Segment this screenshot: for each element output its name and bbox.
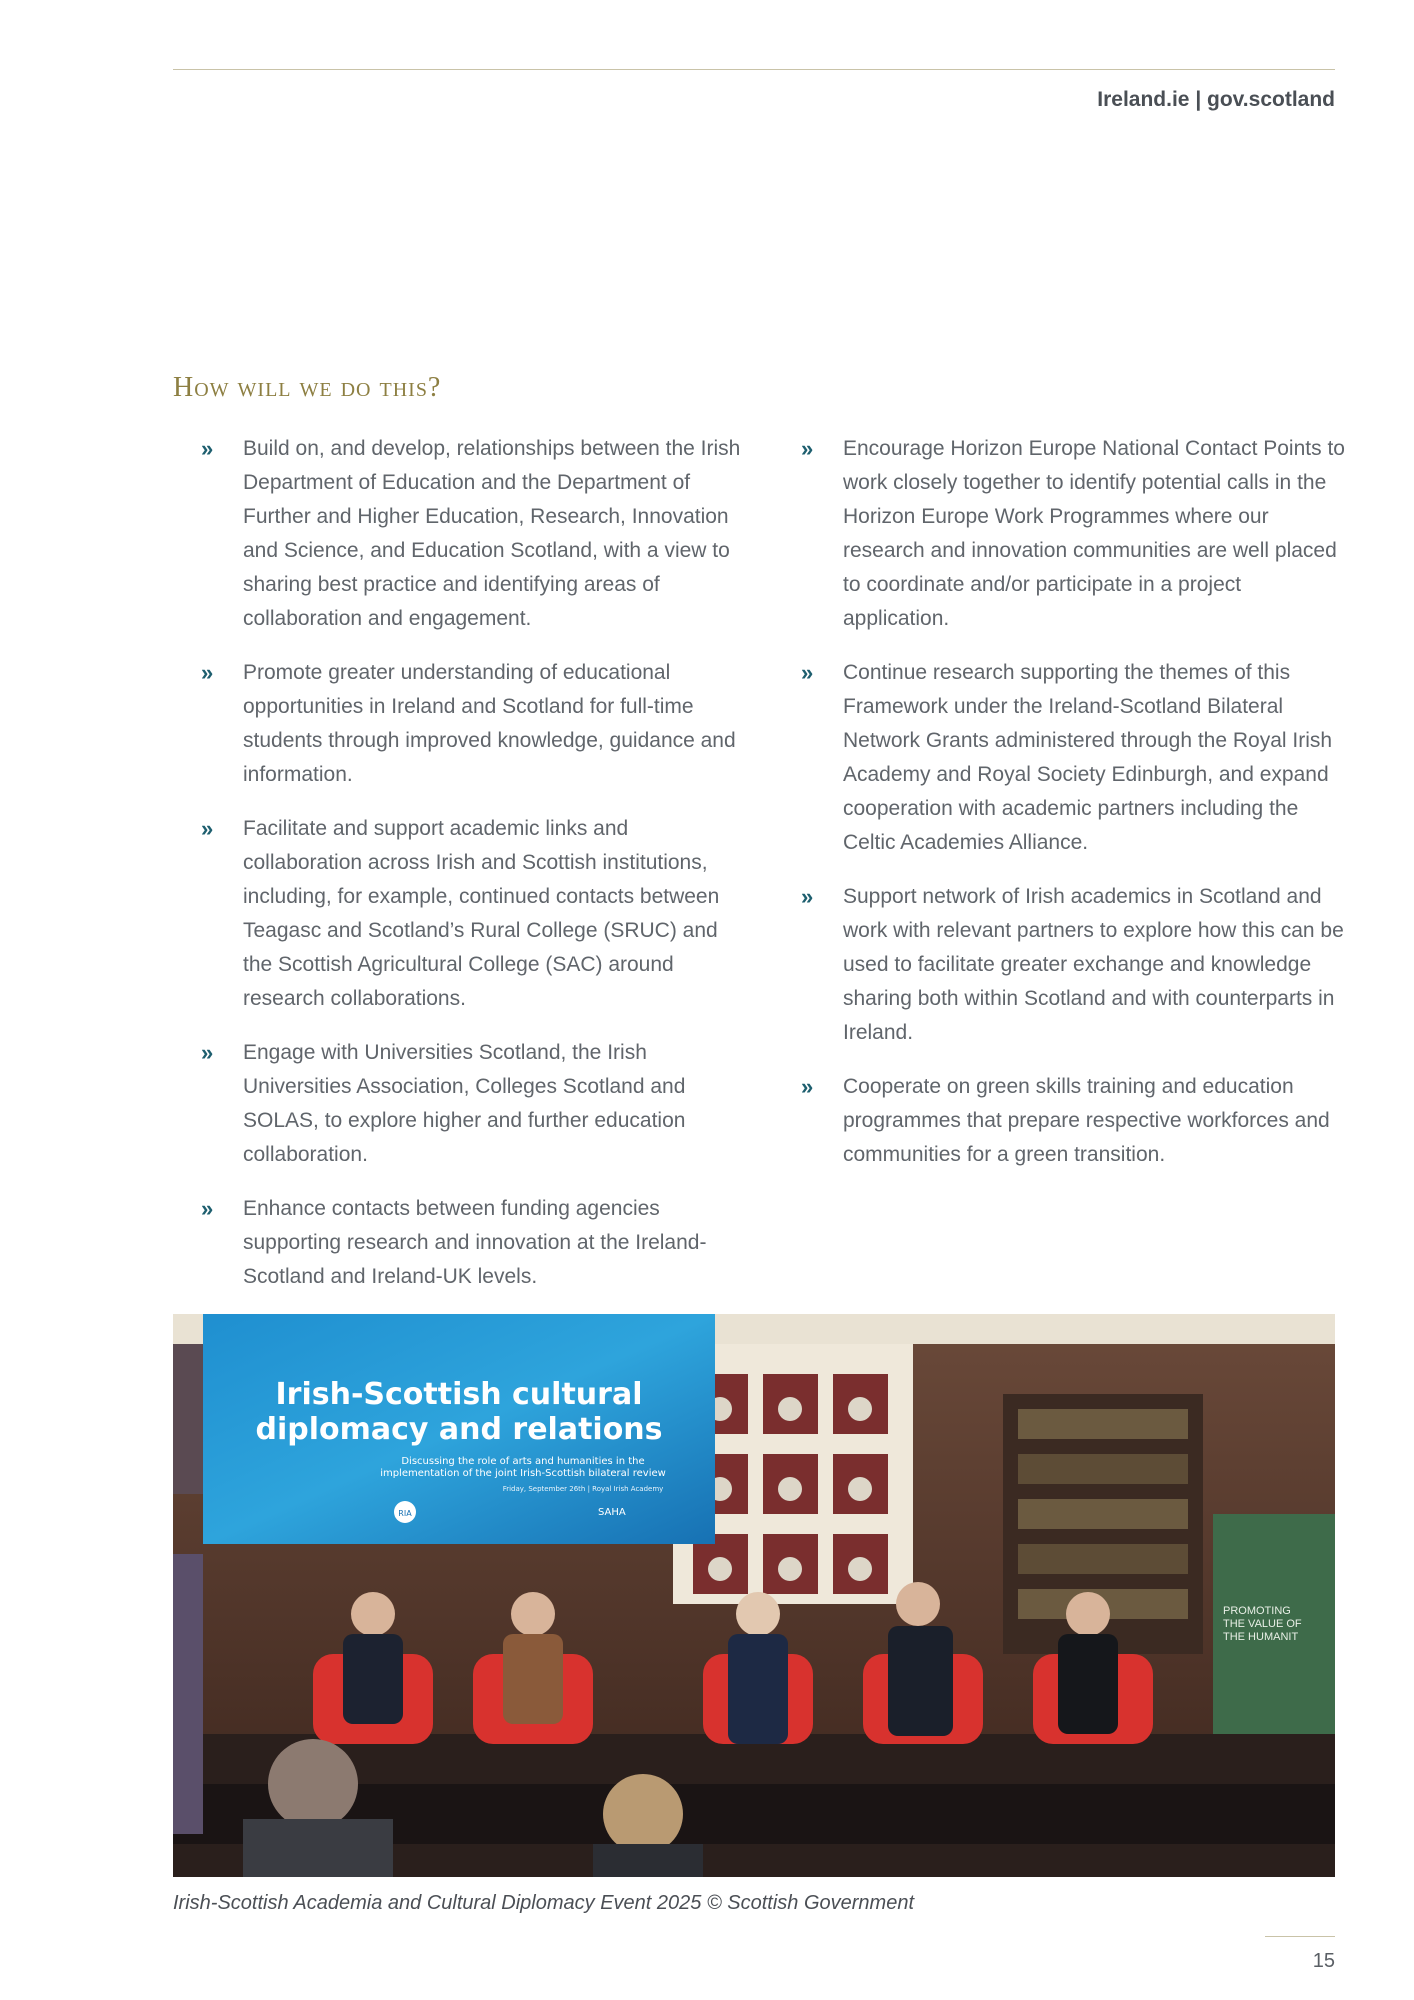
list-item [773,432,1345,636]
list-item-text: Encourage Horizon Europe National Contact Points to work closely together to identify potential calls in the Horizon Europe Work Programmes where our research and innovation communities are well placed to coordinate and/or participate in a project application. [843,437,1345,630]
list-item [773,880,1345,1050]
chevron-right-icon: » [801,436,814,461]
chevron-right-icon: » [201,1040,214,1065]
event-photo-illustration [173,1314,1335,1877]
banner-text: THE HUMANIT [1223,1631,1299,1643]
list-item [173,432,743,636]
banner-text: THE VALUE OF [1223,1618,1302,1630]
list-item-text: Support network of Irish academics in Scotland and work with relevant partners to explore how this can be used to facilitate greater exchange and knowledge sharing both within Scotland and with counterparts in Ireland. [843,885,1344,1044]
chevron-right-icon: » [201,660,214,685]
screen-subtitle: implementation of the joint Irish-Scottish bilateral review [380,1468,666,1479]
banner-text: PROMOTING [1223,1605,1291,1617]
page-number-rule [1265,1936,1335,1937]
page-number: 15 [1312,1950,1335,1972]
screen-title: Irish-Scottish cultural [275,1377,643,1412]
section-heading: How will we do this? [173,372,442,403]
list-item-text: Continue research supporting the themes of this Framework under the Ireland-Scotland Bilateral Network Grants administered through the Royal Irish Academy and Royal Society Edinburgh, and expand cooperation with academic partners including the Celtic Academies Alliance. [843,661,1333,854]
list-item [173,812,743,1016]
list-item [773,1070,1345,1172]
screen-ria-badge: RIA [398,1509,412,1518]
screen-saha: SAHA [598,1507,626,1518]
screen-subtitle: Discussing the role of arts and humanities in the [401,1456,645,1467]
chevron-right-icon: » [201,816,214,841]
screen-title: diplomacy and relations [255,1412,663,1447]
list-item [173,1192,743,1294]
header-rule [173,69,1335,70]
screen-date: Friday, September 26th | Royal Irish Academy [502,1485,664,1493]
chevron-right-icon: » [201,1196,214,1221]
chevron-right-icon: » [801,660,814,685]
list-item-text: Enhance contacts between funding agencies supporting research and innovation at the Ireland-Scotland and Ireland-UK levels. [243,1197,707,1288]
bullet-list-right [773,432,1345,1192]
chevron-right-icon: » [801,884,814,909]
chevron-right-icon: » [801,1074,814,1099]
list-item-text: Cooperate on green skills training and education programmes that prepare respective workforces and communities for a green transition. [843,1075,1330,1166]
list-item-text: Engage with Universities Scotland, the Irish Universities Association, Colleges Scotland and SOLAS, to explore higher and further education collaboration. [243,1041,686,1166]
list-item [773,656,1345,860]
list-item-text: Promote greater understanding of educational opportunities in Ireland and Scotland for full-time students through improved knowledge, guidance and information. [243,661,736,786]
photo-caption: Irish-Scottish Academia and Cultural Diplomacy Event 2025 © Scottish Government [173,1892,914,1914]
header-links[interactable]: Ireland.ie | gov.scotland [1097,88,1335,111]
chevron-right-icon: » [201,436,214,461]
list-item-text: Build on, and develop, relationships between the Irish Department of Education and the Department of Further and Higher Education, Research, Innovation and Science, and Education Scotland, with a view to sharing best practice and identifying areas of collaboration and engagement. [243,437,741,630]
bullet-list-left [173,432,743,1314]
list-item-text: Facilitate and support academic links and collaboration across Irish and Scottish institutions, including, for example, continued contacts between Teagasc and Scotland’s Rural College (SRUC) and the Scottish Agricultural College (SAC) around research collaborations. [243,817,720,1010]
event-photo [173,1314,1335,1877]
list-item [173,656,743,792]
list-item [173,1036,743,1172]
